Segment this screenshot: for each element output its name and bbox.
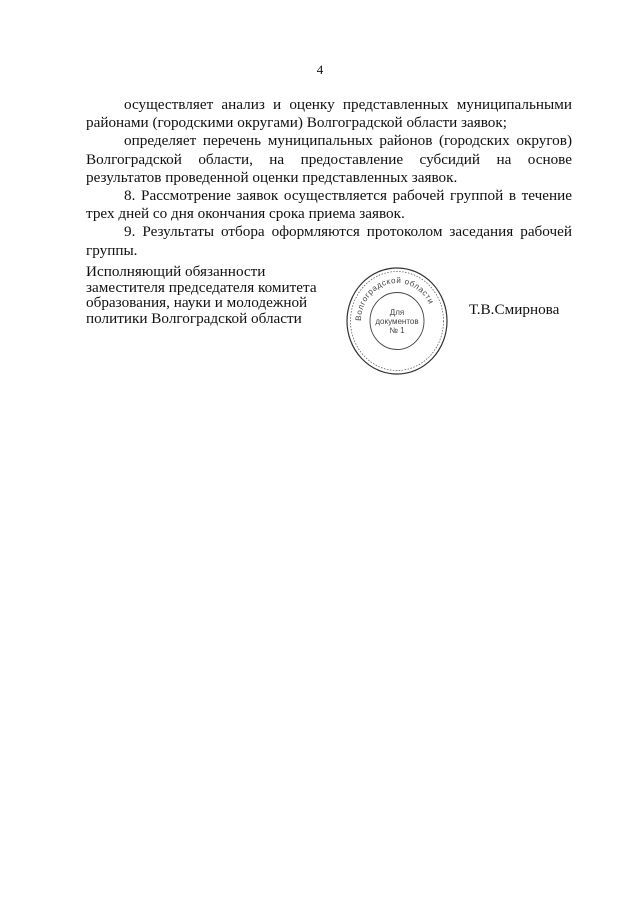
paragraph-item-9: 9. Результаты отбора оформляются протоколом заседания рабочей группы.	[86, 223, 572, 259]
page-number: 4	[316, 62, 324, 77]
signature-block	[86, 264, 572, 384]
stamp-inner-line: № 1	[389, 326, 405, 335]
stamp-inner-line: Для	[389, 308, 405, 317]
signer-title-line: политики Волгоградской области	[86, 309, 302, 327]
paragraph-item-8: 8. Рассмотрение заявок осуществляется рабочей группой в течение трех дней со дня окончания срока приема заявок.	[86, 187, 572, 223]
paragraph-list-definition: определяет перечень муниципальных районов (городских округов) Волгоградской области, на предоставление субсидий на основе результатов проведенной оценки представленных заявок.	[86, 132, 572, 186]
official-stamp	[345, 266, 449, 376]
signer-title-line: Исполняющий обязанности	[86, 263, 266, 280]
signer-name: Т.В.Смирнова	[469, 301, 560, 318]
signer-title-line: образования, науки и молодежной	[86, 294, 308, 311]
document-body	[86, 96, 572, 260]
signer-title-line: заместителя председателя комитета	[86, 278, 317, 296]
signer-title	[86, 264, 326, 326]
stamp-outer-text: Волгоградской области	[353, 275, 436, 322]
paragraph-analysis: осуществляет анализ и оценку представленных муниципальными районами (городскими округами) Волгоградской области заявок;	[86, 96, 572, 132]
stamp-inner-line: документов	[375, 317, 419, 326]
